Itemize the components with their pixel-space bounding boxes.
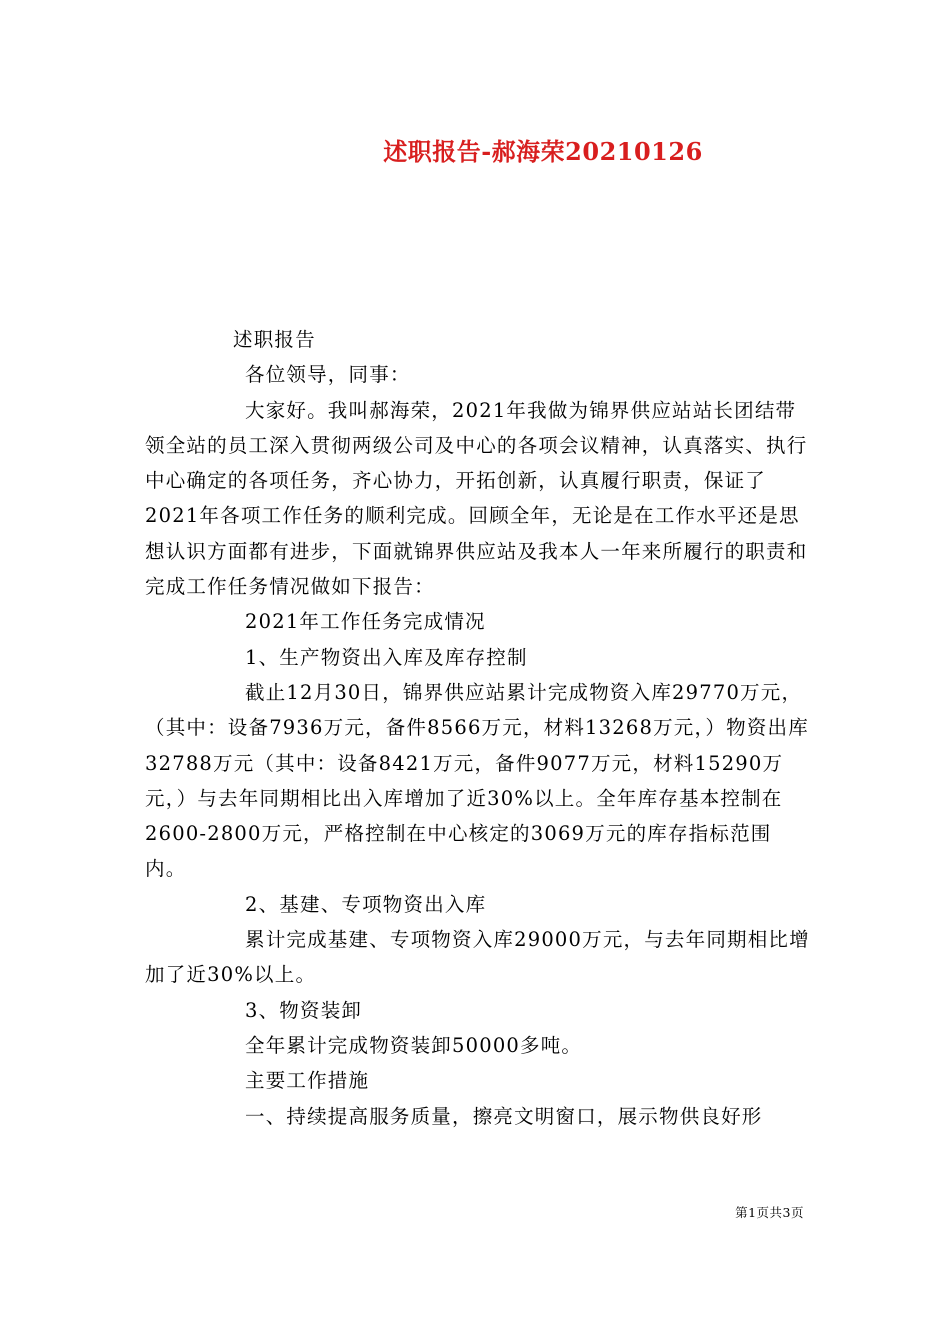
report-heading: 述职报告 <box>233 328 316 351</box>
item3-title: 3、物资装卸 <box>245 998 363 1022</box>
section-title: 2021年工作任务完成情况 <box>245 610 486 634</box>
document-body <box>145 322 810 1134</box>
item2-title: 2、基建、专项物资出入库 <box>245 892 487 916</box>
measure1-paragraph: 一、持续提高服务质量，擦亮文明窗口，展示物供良好形 <box>245 1104 763 1128</box>
item1-body: 截止12月30日，锦界供应站累计完成物资入库29770万元，（其中：设备7936万元，备件8566万元，材料13268万元，）物资出库32788万元（其中：设备8421万元，备件9077万元，材料15290万元，）与去年同期相比出入库增加了近30%以上。全年库存基本控制在2600-2800万元，严格控制在中心核定的3069万元的库存指标范围内。 <box>145 680 809 881</box>
item3-body: 全年累计完成物资装卸50000多吨。 <box>245 1033 583 1057</box>
intro-paragraph: 大家好。我叫郝海荣，2021年我做为锦界供应站站长团结带领全站的员工深入贯彻两级公司及中心的各项会议精神，认真落实、执行中心确定的各项任务，齐心协力，开拓创新，认真履行职责，保证了2021年各项工作任务的顺利完成。回顾全年，无论是在工作水平还是思想认识方面都有进步，下面就锦界供应站及我本人一年来所履行的职责和完成工作任务情况做如下报告： <box>145 398 808 599</box>
salutation: 各位领导，同事： <box>245 363 411 387</box>
page-footer: 第1页共3页 <box>735 1205 804 1220</box>
item1-title: 1、生产物资出入库及库存控制 <box>245 645 528 669</box>
item2-body: 累计完成基建、专项物资入库29000万元，与去年同期相比增加了近30%以上。 <box>145 928 810 987</box>
measures-title: 主要工作措施 <box>245 1069 370 1093</box>
document-title: 述职报告-郝海荣20210126 <box>383 137 703 166</box>
